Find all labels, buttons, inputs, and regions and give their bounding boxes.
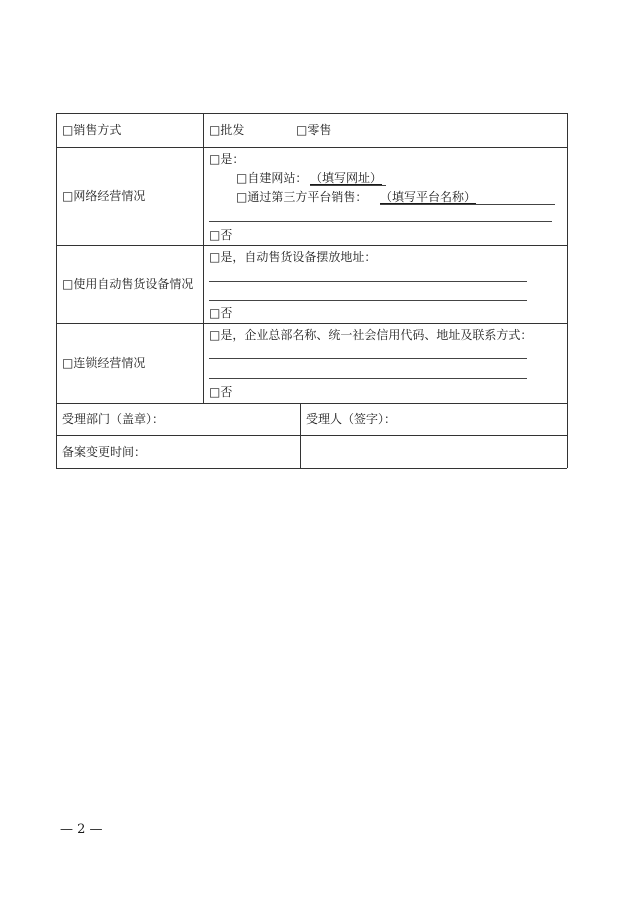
chain-info-line-1[interactable] bbox=[209, 358, 527, 359]
row-divider bbox=[56, 323, 567, 324]
third-party-field[interactable]: （填写平台名称） bbox=[380, 190, 477, 204]
own-website-checkbox[interactable]: □自建网站： bbox=[236, 171, 308, 185]
column-divider bbox=[203, 113, 204, 403]
chain-no-checkbox[interactable]: □否 bbox=[209, 385, 233, 399]
accepting-dept-field[interactable]: 受理部门（盖章）： bbox=[62, 412, 165, 426]
sales-method-label: □销售方式 bbox=[62, 123, 122, 137]
row-divider bbox=[56, 147, 567, 148]
table-border-left bbox=[56, 113, 57, 468]
chain-info-line-2[interactable] bbox=[209, 378, 527, 379]
online-business-label: □网络经营情况 bbox=[62, 189, 146, 203]
table-border-right bbox=[567, 113, 568, 468]
online-no-checkbox[interactable]: □否 bbox=[209, 228, 233, 242]
vending-yes-checkbox[interactable]: □是，自动售货设备摆放地址： bbox=[209, 250, 377, 264]
table-border-bottom bbox=[56, 468, 567, 469]
vending-label: □使用自动售货设备情况 bbox=[62, 277, 194, 291]
online-blank-line[interactable] bbox=[209, 221, 552, 222]
own-website-underline bbox=[310, 185, 386, 186]
own-website-field[interactable]: （填写网址） bbox=[310, 171, 383, 185]
chain-label: □连锁经营情况 bbox=[62, 356, 146, 370]
retail-checkbox[interactable]: □零售 bbox=[296, 123, 332, 137]
vending-address-line-1[interactable] bbox=[209, 281, 527, 282]
page-number: — 2 — bbox=[60, 822, 103, 837]
third-party-underline bbox=[380, 204, 555, 205]
row-divider bbox=[56, 435, 567, 436]
online-yes-checkbox[interactable]: □是： bbox=[209, 152, 245, 166]
vending-address-line-2[interactable] bbox=[209, 300, 527, 301]
accepting-person-field[interactable]: 受理人（签字）： bbox=[306, 412, 397, 426]
chain-yes-checkbox[interactable]: □是，企业总部名称、统一社会信用代码、地址及联系方式： bbox=[209, 328, 533, 342]
vending-no-checkbox[interactable]: □否 bbox=[209, 306, 233, 320]
table-border-top bbox=[56, 113, 567, 114]
row-divider bbox=[56, 245, 567, 246]
third-party-checkbox[interactable]: □通过第三方平台销售： bbox=[236, 190, 368, 204]
change-time-field[interactable]: 备案变更时间： bbox=[62, 445, 147, 459]
column-divider bbox=[300, 403, 301, 468]
row-divider bbox=[56, 403, 567, 404]
wholesale-checkbox[interactable]: □批发 bbox=[209, 123, 245, 137]
